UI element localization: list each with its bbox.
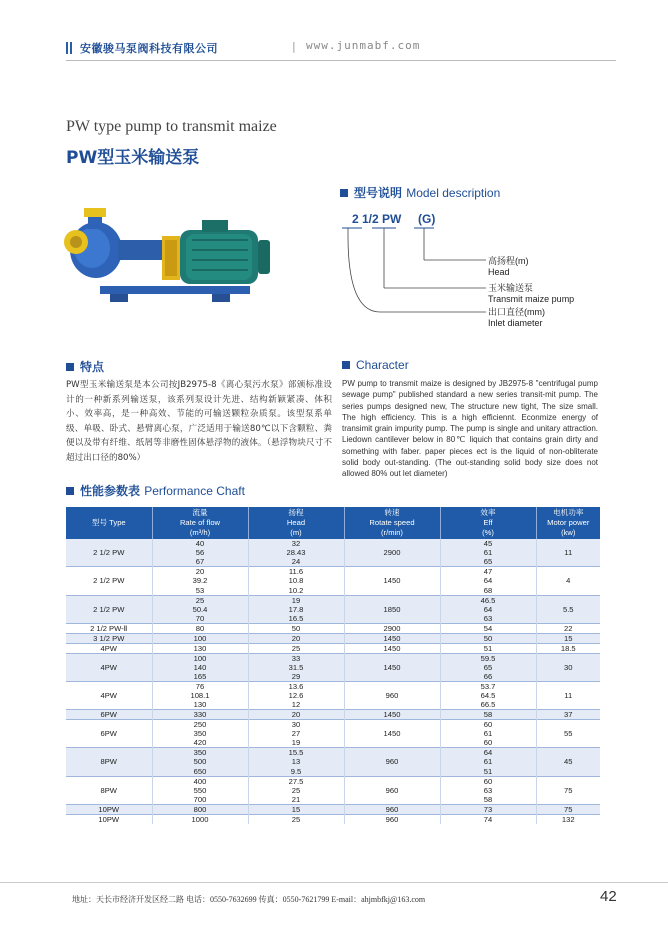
cell-head: 13.6 bbox=[248, 681, 344, 691]
cell-type: 4PW bbox=[66, 691, 152, 700]
cell-speed: 1450 bbox=[344, 633, 440, 643]
section-square-icon bbox=[342, 361, 350, 369]
cell-type: 2 1/2 PW bbox=[66, 576, 152, 585]
table-row bbox=[66, 691, 600, 700]
cell-flow: 56 bbox=[152, 548, 248, 557]
table-row bbox=[66, 643, 600, 653]
cell-type bbox=[66, 720, 152, 730]
cell-type bbox=[66, 539, 152, 548]
pump-image bbox=[62, 200, 282, 310]
table-body bbox=[66, 539, 600, 824]
table-row bbox=[66, 786, 600, 795]
cell-eff: 51 bbox=[440, 767, 536, 777]
footer-divider bbox=[0, 882, 668, 883]
cell-type bbox=[66, 767, 152, 777]
cell-speed: 960 bbox=[344, 804, 440, 814]
cell-eff: 64 bbox=[440, 748, 536, 758]
cell-flow: 53 bbox=[152, 586, 248, 596]
page-number: 42 bbox=[600, 888, 617, 905]
cell-eff: 53.7 bbox=[440, 681, 536, 691]
header-separator: | bbox=[292, 40, 296, 53]
cell-power bbox=[536, 776, 600, 786]
model-description-lines bbox=[340, 226, 500, 322]
cell-speed: 960 bbox=[344, 814, 440, 824]
cell-speed bbox=[344, 795, 440, 805]
features-text: PW型玉米输送泵是本公司按JB2975-8《离心泵污水泵》部颁标准设计的一种新系列输送泵，该系列泵设计先进、结构新颖紧凑、体积小、效率高，是一种高效、节能的可输送颗粒杂质泵。该型泵系单级、单吸、卧式、悬臂离心泵，广泛适用于输送80℃以下含颗粒、粪便以及带有纤维、纸屑等非磨性固体悬浮物的液体。（悬浮物块尺寸不超过出口径的80%） bbox=[66, 380, 332, 463]
header-type: 型号 Type bbox=[66, 507, 152, 539]
cell-speed bbox=[344, 557, 440, 567]
cell-head: 10.2 bbox=[248, 586, 344, 596]
cell-flow: 130 bbox=[152, 643, 248, 653]
cell-flow: 70 bbox=[152, 614, 248, 624]
cell-power bbox=[536, 653, 600, 663]
cell-speed bbox=[344, 614, 440, 624]
model-label-diameter-cn: 出口直径(mm) bbox=[488, 307, 545, 317]
section-square-icon bbox=[340, 189, 348, 197]
cell-eff: 54 bbox=[440, 623, 536, 633]
table-row bbox=[66, 595, 600, 605]
cell-eff: 45 bbox=[440, 539, 536, 548]
cell-head: 33 bbox=[248, 653, 344, 663]
page-header bbox=[66, 38, 616, 58]
section-square-icon bbox=[66, 363, 74, 371]
cell-eff: 60 bbox=[440, 720, 536, 730]
cell-type bbox=[66, 795, 152, 805]
cell-type bbox=[66, 738, 152, 748]
cell-flow: 330 bbox=[152, 710, 248, 720]
cell-type bbox=[66, 748, 152, 758]
table-row bbox=[66, 681, 600, 691]
cell-flow: 100 bbox=[152, 633, 248, 643]
cell-head: 11.6 bbox=[248, 567, 344, 577]
model-title-cn: 型号说明 bbox=[354, 186, 403, 200]
table-row bbox=[66, 757, 600, 766]
cell-power bbox=[536, 700, 600, 710]
cell-power: 22 bbox=[536, 623, 600, 633]
model-label-pump-en: Transmit maize pump bbox=[488, 294, 575, 304]
cell-power bbox=[536, 738, 600, 748]
table-row bbox=[66, 672, 600, 682]
cell-speed: 1450 bbox=[344, 643, 440, 653]
cell-head: 28.43 bbox=[248, 548, 344, 557]
cell-eff: 65 bbox=[440, 557, 536, 567]
cell-flow: 25 bbox=[152, 595, 248, 605]
table-row bbox=[66, 586, 600, 596]
cell-head: 30 bbox=[248, 720, 344, 730]
character-text: PW pump to transmit maize is designed by JB2975-8 "centrifugal pump sewage pump" published standard a new series transit-mit pump. The series pumps designed new, The structure new tight, The size small. The high efficiency. This is a high efficiennt. Econmize energy of transimit grain impurity pump. The pump is single and unitary attraction. Liedown cantilever below in 80℃ liquich that contains grain dirty and something with faber. paper pieces ect is the liquid of non-obliterate solid body out-standing. (The out-standing solid body size does not allowed 80% out let diameter) bbox=[342, 379, 598, 479]
cell-eff: 64 bbox=[440, 576, 536, 585]
cell-flow: 550 bbox=[152, 786, 248, 795]
table-row bbox=[66, 614, 600, 624]
cell-power bbox=[536, 595, 600, 605]
cell-power bbox=[536, 748, 600, 758]
cell-head: 19 bbox=[248, 738, 344, 748]
performance-title-en: Performance Chaft bbox=[144, 484, 245, 498]
cell-flow: 700 bbox=[152, 795, 248, 805]
table-row bbox=[66, 605, 600, 614]
cell-head: 21 bbox=[248, 795, 344, 805]
cell-flow: 650 bbox=[152, 767, 248, 777]
cell-flow: 800 bbox=[152, 804, 248, 814]
performance-title-cn: 性能参数表 bbox=[80, 484, 141, 498]
table-row bbox=[66, 767, 600, 777]
company-name: 安徽骏马泵阀科技有限公司 bbox=[80, 42, 218, 55]
table-row bbox=[66, 729, 600, 738]
cell-speed bbox=[344, 653, 440, 663]
cell-speed: 960 bbox=[344, 757, 440, 766]
cell-head: 16.5 bbox=[248, 614, 344, 624]
cell-type: 6PW bbox=[66, 729, 152, 738]
cell-head: 13 bbox=[248, 757, 344, 766]
header-head: 扬程 Head (m) bbox=[248, 507, 344, 539]
table-row bbox=[66, 663, 600, 672]
performance-table bbox=[66, 507, 600, 824]
cell-type bbox=[66, 700, 152, 710]
cell-flow: 1000 bbox=[152, 814, 248, 824]
model-code-diameter: 2 1/2 bbox=[352, 212, 379, 226]
table-row bbox=[66, 700, 600, 710]
cell-eff: 61 bbox=[440, 757, 536, 766]
cell-type bbox=[66, 567, 152, 577]
table-row bbox=[66, 633, 600, 643]
table-row bbox=[66, 548, 600, 557]
cell-eff: 74 bbox=[440, 814, 536, 824]
cell-speed bbox=[344, 595, 440, 605]
cell-flow: 100 bbox=[152, 653, 248, 663]
character-title-text: Character bbox=[356, 358, 409, 372]
model-label-pump bbox=[488, 283, 574, 305]
cell-eff: 59.5 bbox=[440, 653, 536, 663]
cell-flow: 39.2 bbox=[152, 576, 248, 585]
table-row bbox=[66, 720, 600, 730]
cell-power bbox=[536, 795, 600, 805]
cell-power: 37 bbox=[536, 710, 600, 720]
cell-eff: 63 bbox=[440, 614, 536, 624]
cell-head: 31.5 bbox=[248, 663, 344, 672]
cell-flow: 130 bbox=[152, 700, 248, 710]
model-label-head bbox=[488, 256, 529, 278]
cell-eff: 50 bbox=[440, 633, 536, 643]
cell-type bbox=[66, 586, 152, 596]
cell-power bbox=[536, 681, 600, 691]
model-label-diameter bbox=[488, 307, 545, 329]
table-row bbox=[66, 576, 600, 585]
cell-eff: 63 bbox=[440, 786, 536, 795]
header-bars-icon bbox=[66, 42, 72, 54]
page-title-cn: PW型玉米输送泵 bbox=[66, 148, 200, 168]
cell-head: 27.5 bbox=[248, 776, 344, 786]
cell-speed bbox=[344, 700, 440, 710]
cell-head: 50 bbox=[248, 623, 344, 633]
cell-speed bbox=[344, 681, 440, 691]
cell-head: 9.5 bbox=[248, 767, 344, 777]
table-row bbox=[66, 710, 600, 720]
cell-eff: 58 bbox=[440, 710, 536, 720]
cell-type bbox=[66, 681, 152, 691]
cell-power bbox=[536, 557, 600, 567]
table-row bbox=[66, 653, 600, 663]
table-header-row bbox=[66, 507, 600, 539]
cell-flow: 400 bbox=[152, 776, 248, 786]
cell-eff: 64 bbox=[440, 605, 536, 614]
table-row bbox=[66, 804, 600, 814]
cell-flow: 108.1 bbox=[152, 691, 248, 700]
cell-head: 12 bbox=[248, 700, 344, 710]
company-url[interactable]: www.junmabf.com bbox=[306, 39, 421, 52]
cell-flow: 50.4 bbox=[152, 605, 248, 614]
header-power: 电机功率 Motor power (kw) bbox=[536, 507, 600, 539]
header-speed: 转速 Rotate speed (r/min) bbox=[344, 507, 440, 539]
cell-eff: 61 bbox=[440, 729, 536, 738]
character-title bbox=[342, 358, 409, 372]
cell-flow: 80 bbox=[152, 623, 248, 633]
cell-eff: 66.5 bbox=[440, 700, 536, 710]
cell-head: 29 bbox=[248, 672, 344, 682]
model-label-pump-cn: 玉米输送泵 bbox=[488, 283, 534, 293]
table-row bbox=[66, 738, 600, 748]
cell-speed bbox=[344, 767, 440, 777]
features-title bbox=[66, 358, 104, 375]
table-row bbox=[66, 557, 600, 567]
cell-speed bbox=[344, 738, 440, 748]
cell-power: 11 bbox=[536, 691, 600, 700]
cell-flow: 76 bbox=[152, 681, 248, 691]
cell-type bbox=[66, 653, 152, 663]
cell-type bbox=[66, 557, 152, 567]
cell-speed bbox=[344, 672, 440, 682]
table-row bbox=[66, 814, 600, 824]
model-label-head-en: Head bbox=[488, 267, 510, 277]
cell-type: 2 1/2 PW-Ⅱ bbox=[66, 623, 152, 633]
cell-power: 4 bbox=[536, 576, 600, 585]
cell-eff: 65 bbox=[440, 663, 536, 672]
cell-eff: 60 bbox=[440, 738, 536, 748]
page-title-en: PW type pump to transmit maize bbox=[66, 118, 277, 135]
cell-power: 55 bbox=[536, 729, 600, 738]
table-row bbox=[66, 539, 600, 548]
header-eff: 效率 Eff (%) bbox=[440, 507, 536, 539]
cell-flow: 420 bbox=[152, 738, 248, 748]
cell-speed: 960 bbox=[344, 691, 440, 700]
cell-head: 32 bbox=[248, 539, 344, 548]
cell-speed bbox=[344, 748, 440, 758]
section-square-icon bbox=[66, 487, 74, 495]
table-row bbox=[66, 795, 600, 805]
cell-type bbox=[66, 595, 152, 605]
cell-type: 10PW bbox=[66, 804, 152, 814]
performance-title bbox=[66, 482, 245, 499]
cell-power: 30 bbox=[536, 663, 600, 672]
cell-speed bbox=[344, 567, 440, 577]
cell-flow: 20 bbox=[152, 567, 248, 577]
cell-head: 27 bbox=[248, 729, 344, 738]
cell-speed: 960 bbox=[344, 786, 440, 795]
cell-speed: 2900 bbox=[344, 623, 440, 633]
table-row bbox=[66, 748, 600, 758]
cell-eff: 46.5 bbox=[440, 595, 536, 605]
cell-power bbox=[536, 586, 600, 596]
cell-power bbox=[536, 720, 600, 730]
model-code-type: PW bbox=[382, 212, 402, 226]
header-divider bbox=[66, 60, 616, 61]
cell-eff: 61 bbox=[440, 548, 536, 557]
cell-power: 11 bbox=[536, 548, 600, 557]
cell-head: 25 bbox=[248, 814, 344, 824]
cell-power bbox=[536, 567, 600, 577]
cell-power bbox=[536, 767, 600, 777]
cell-speed bbox=[344, 776, 440, 786]
cell-power bbox=[536, 539, 600, 548]
cell-type: 10PW bbox=[66, 814, 152, 824]
cell-speed: 1450 bbox=[344, 729, 440, 738]
cell-head: 20 bbox=[248, 710, 344, 720]
cell-type: 3 1/2 PW bbox=[66, 633, 152, 643]
cell-flow: 165 bbox=[152, 672, 248, 682]
cell-flow: 67 bbox=[152, 557, 248, 567]
cell-speed: 2900 bbox=[344, 548, 440, 557]
cell-speed: 1850 bbox=[344, 605, 440, 614]
cell-flow: 350 bbox=[152, 729, 248, 738]
header-flow: 流量 Rate of flow (m³/h) bbox=[152, 507, 248, 539]
cell-type: 2 1/2 PW bbox=[66, 605, 152, 614]
cell-eff: 60 bbox=[440, 776, 536, 786]
cell-flow: 500 bbox=[152, 757, 248, 766]
cell-head: 25 bbox=[248, 643, 344, 653]
cell-speed bbox=[344, 539, 440, 548]
cell-power: 75 bbox=[536, 786, 600, 795]
model-title-en: Model description bbox=[406, 186, 501, 200]
model-code-head: (G) bbox=[418, 212, 436, 226]
cell-power: 15 bbox=[536, 633, 600, 643]
cell-power bbox=[536, 614, 600, 624]
cell-head: 24 bbox=[248, 557, 344, 567]
cell-flow: 250 bbox=[152, 720, 248, 730]
cell-head: 17.8 bbox=[248, 605, 344, 614]
cell-power: 45 bbox=[536, 757, 600, 766]
cell-eff: 64.5 bbox=[440, 691, 536, 700]
cell-eff: 47 bbox=[440, 567, 536, 577]
cell-head: 25 bbox=[248, 786, 344, 795]
cell-type bbox=[66, 776, 152, 786]
cell-eff: 73 bbox=[440, 804, 536, 814]
cell-head: 15.5 bbox=[248, 748, 344, 758]
cell-type: 4PW bbox=[66, 643, 152, 653]
table-row bbox=[66, 776, 600, 786]
cell-head: 15 bbox=[248, 804, 344, 814]
table-row bbox=[66, 567, 600, 577]
footer-address: 地址：天长市经济开发区经二路 电话：0550-7632699 传真：0550-7621799 E-mail：ahjmbfkj@163.com bbox=[72, 895, 426, 904]
cell-head: 20 bbox=[248, 633, 344, 643]
cell-power bbox=[536, 672, 600, 682]
cell-eff: 68 bbox=[440, 586, 536, 596]
cell-flow: 40 bbox=[152, 539, 248, 548]
cell-power: 132 bbox=[536, 814, 600, 824]
cell-type: 2 1/2 PW bbox=[66, 548, 152, 557]
features-title-text: 特点 bbox=[80, 360, 105, 374]
cell-type: 8PW bbox=[66, 757, 152, 766]
table-row bbox=[66, 623, 600, 633]
model-description-title bbox=[340, 184, 500, 201]
cell-head: 19 bbox=[248, 595, 344, 605]
cell-eff: 51 bbox=[440, 643, 536, 653]
cell-type: 6PW bbox=[66, 710, 152, 720]
cell-type: 4PW bbox=[66, 663, 152, 672]
cell-power: 5.5 bbox=[536, 605, 600, 614]
model-label-head-cn: 高扬程(m) bbox=[488, 256, 529, 266]
cell-head: 12.6 bbox=[248, 691, 344, 700]
cell-flow: 140 bbox=[152, 663, 248, 672]
cell-speed bbox=[344, 586, 440, 596]
cell-eff: 66 bbox=[440, 672, 536, 682]
cell-head: 10.8 bbox=[248, 576, 344, 585]
cell-eff: 58 bbox=[440, 795, 536, 805]
cell-power: 75 bbox=[536, 804, 600, 814]
cell-type bbox=[66, 672, 152, 682]
cell-type bbox=[66, 614, 152, 624]
cell-speed: 1450 bbox=[344, 576, 440, 585]
cell-speed bbox=[344, 720, 440, 730]
cell-speed: 1450 bbox=[344, 663, 440, 672]
cell-speed: 1450 bbox=[344, 710, 440, 720]
cell-type: 8PW bbox=[66, 786, 152, 795]
cell-power: 18.5 bbox=[536, 643, 600, 653]
model-label-diameter-en: Inlet diameter bbox=[488, 318, 543, 328]
cell-flow: 350 bbox=[152, 748, 248, 758]
